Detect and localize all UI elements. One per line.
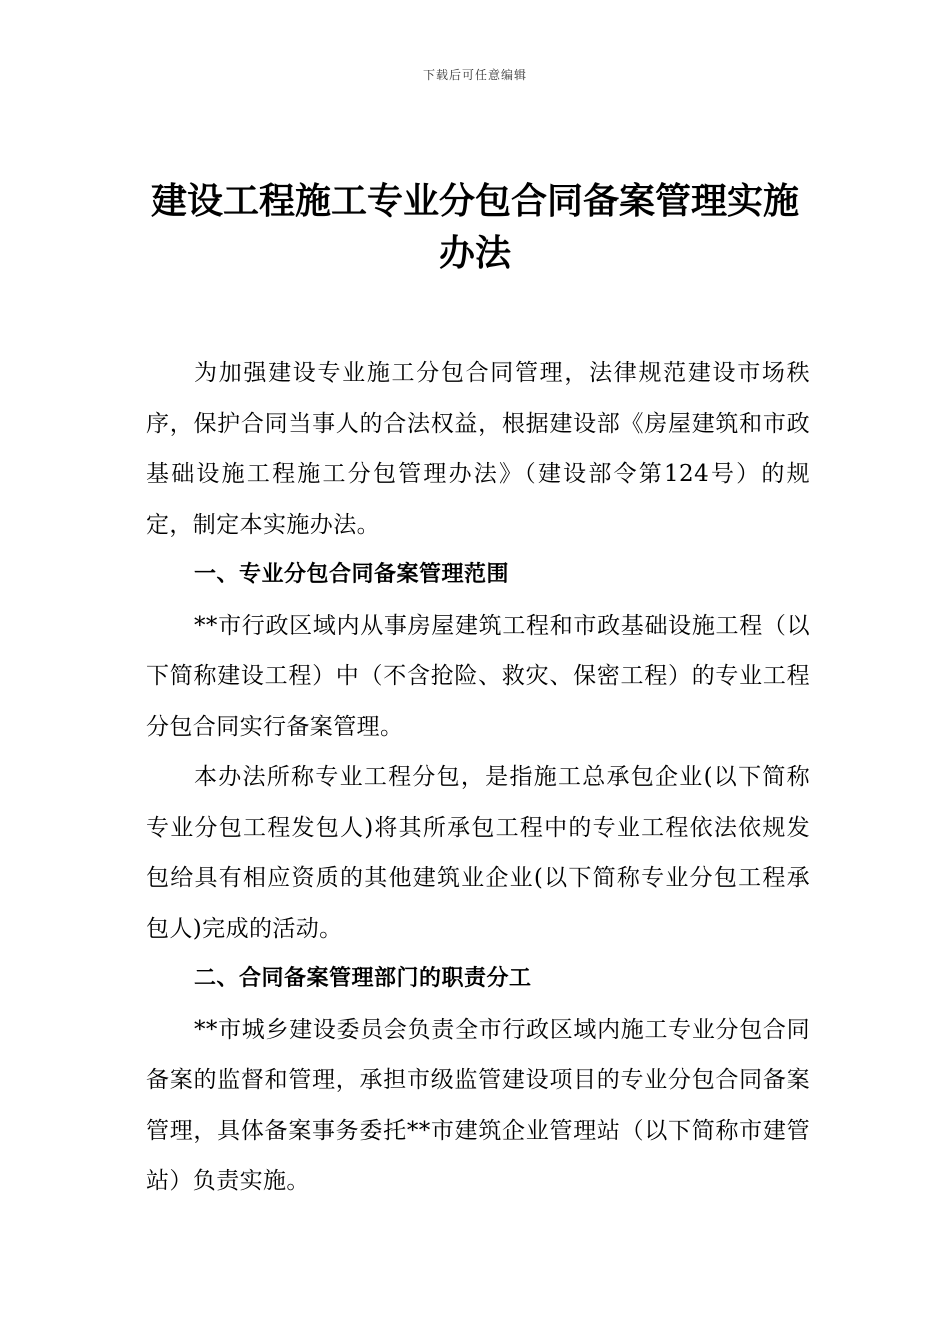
intro-paragraph: 为加强建设专业施工分包合同管理，法律规范建设市场秩序，保护合同当事人的合法权益，根据建设部《房屋建筑和市政基础设施工程施工分包管理办法》（建设部令第124号）的规定，制定本实施办法。 — [146, 360, 810, 538]
section-heading-duties: 二、合同备案管理部门的职责分工 — [194, 966, 532, 991]
section-heading-scope: 一、专业分包合同备案管理范围 — [194, 562, 510, 587]
document-body — [146, 348, 810, 1207]
definition-paragraph: 本办法所称专业工程分包，是指施工总承包企业(以下简称专业分包工程发包人)将其所承包工程中的专业工程依法依规发包给具有相应资质的其他建筑业企业(以下简称专业分包工程承包人)完成的活动。 — [146, 764, 810, 942]
document-title: 建设工程施工专业分包合同备案管理实施办法 — [150, 181, 799, 274]
scope-paragraph: **市行政区域内从事房屋建筑工程和市政基础设施工程（以下简称建设工程）中（不含抢险、救灾、保密工程）的专业工程分包合同实行备案管理。 — [146, 612, 810, 740]
duties-paragraph: **市城乡建设委员会负责全市行政区域内施工专业分包合同备案的监督和管理，承担市级监管建设项目的专业分包合同备案管理，具体备案事务委托**市建筑企业管理站（以下简称市建管站）负责实施。 — [146, 1016, 810, 1194]
header-note: 下载后可任意编辑 — [422, 68, 527, 82]
